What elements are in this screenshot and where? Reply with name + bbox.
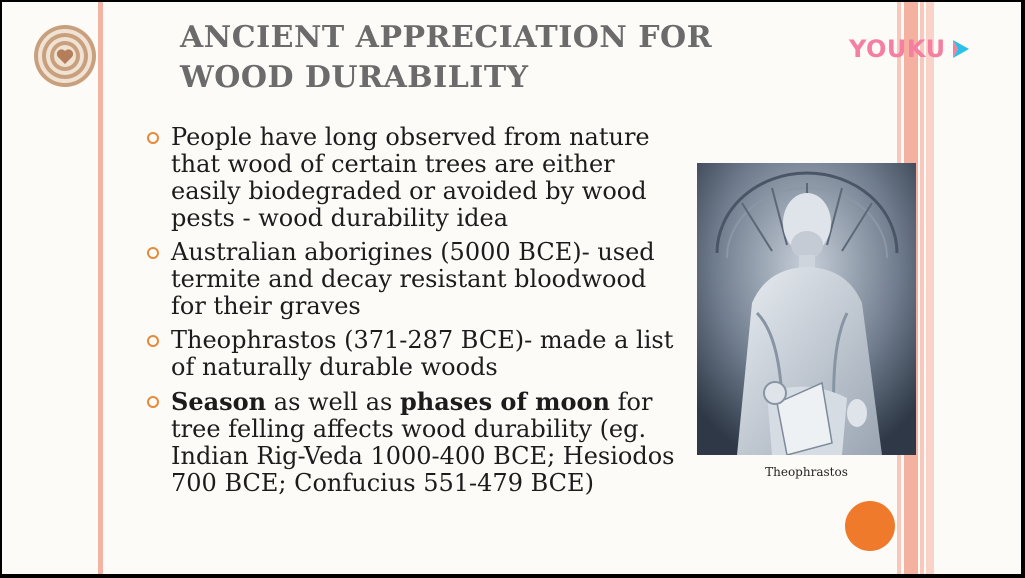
slide-title-line-1: ANCIENT APPRECIATION FOR [180,20,713,55]
play-arrow-icon [950,37,972,61]
bullet-item [145,327,685,381]
decorative-circle-icon [845,501,895,551]
right-decor-stripe [926,2,934,574]
bullet-ring-icon [147,247,159,259]
bullet-text: People have long observed from nature that wood of certain trees are either easily biodegraded or avoided by wood pests - wood durability idea [171,123,650,232]
slide-title-line-2: WOOD DURABILITY [180,60,529,95]
bullet-text: for tree felling affects wood durability (eg. Indian Rig-Veda 1000-400 BCE; Hesiodos 700 BCE; Confucius 551-479 BCE) [171,388,675,497]
youku-watermark [849,35,972,63]
bullet-ring-icon [147,335,159,347]
bullet-ring-icon [147,396,159,408]
bullet-bold-moon: phases of moon [400,387,610,416]
youku-watermark-text: YOUKU [849,35,946,63]
bullet-item [145,388,685,497]
right-decor-stripe [920,2,924,574]
left-decor-stripe [98,2,103,574]
wood-rings-icon [33,24,97,88]
bullet-item [145,239,685,320]
bullet-text: Theophrastos (371-287 BCE)- made a list of naturally durable woods [171,326,674,381]
slide-title [180,18,820,98]
bullet-item [145,124,685,232]
bullet-bold-season: Season [171,387,267,416]
slide [2,2,1021,574]
bullet-ring-icon [147,132,159,144]
bullet-list [145,124,685,504]
image-caption: Theophrastos [765,465,848,479]
statue-portrait-image [697,163,916,455]
bullet-text: as well as [266,388,400,416]
bullet-text: Australian aborigines (5000 BCE)- used termite and decay resistant bloodwood for their graves [171,238,655,320]
